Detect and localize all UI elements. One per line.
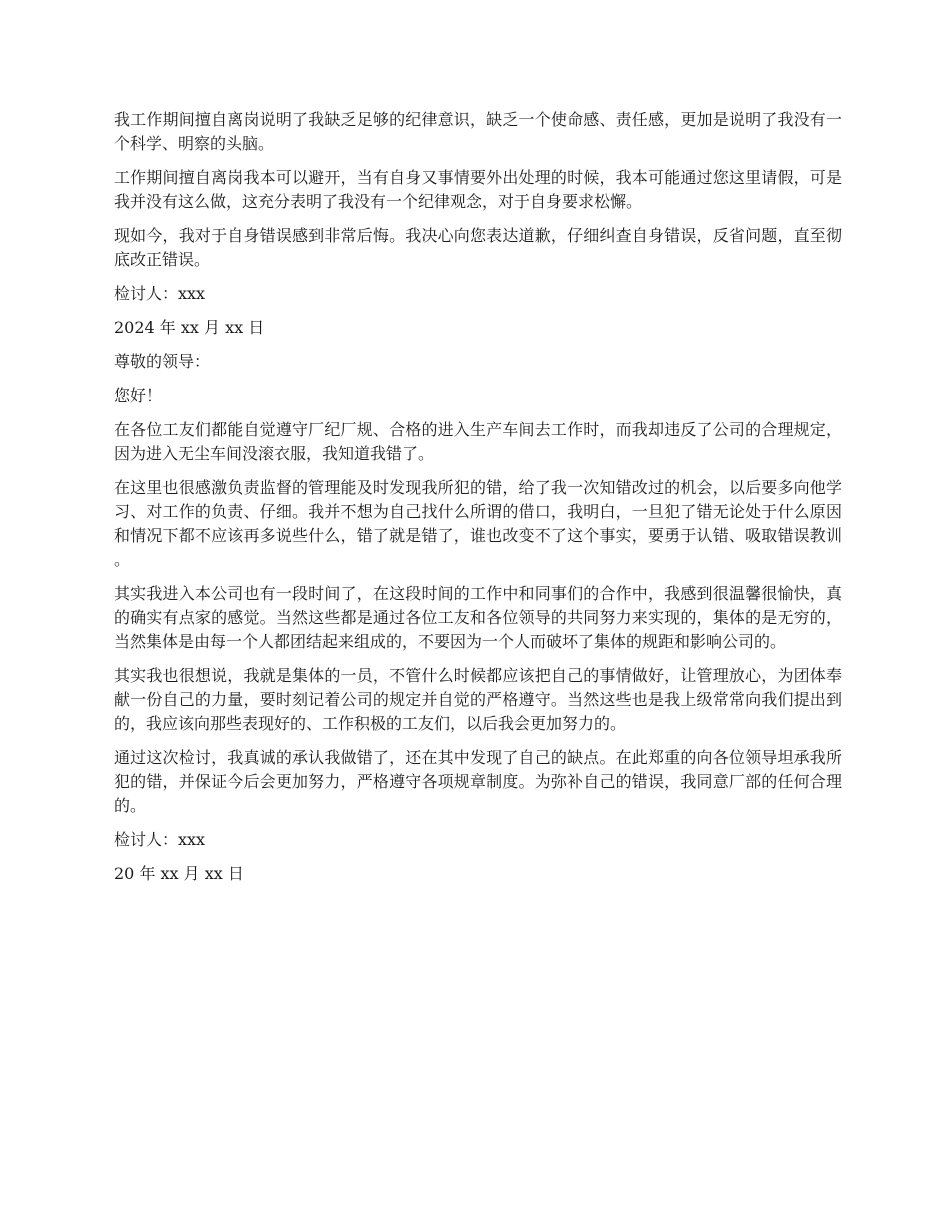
- paragraph-collective: 其实我进入本公司也有一段时间了，在这段时间的工作中和同事们的合作中，我感到很温馨很愉快，真的确实有点家的感觉。当然这些都是通过各位工友和各位领导的共同努力来实现的，集体的是无穷的，当然集体是由每一个人都团结起来组成的，不要因为一个人而破坏了集体的规距和影响公司的。: [114, 584, 842, 651]
- paragraph-discipline: 我工作期间擅自离岗说明了我缺乏足够的纪律意识，缺乏一个使命感、责任感，更加是说明了我没有一个科学、明察的头脑。: [114, 110, 842, 153]
- date-line-2: 20 年 xx 月 xx 日: [114, 864, 244, 883]
- paragraph-gratitude: 在这里也很感激负责监督的管理能及时发现我所犯的错，给了我一次知错改过的机会，以后要多向他学习、对工作的负责、仔细。我并不想为自己找什么所谓的借口，我明白，一旦犯了错无论处于什么原因和情况下都不应该再多说些什么，错了就是错了，谁也改变不了这个事实，要勇于认错、吸取错误教训。: [114, 478, 842, 569]
- paragraph-violation: 在各位工友们都能自觉遵守厂纪厂规、合格的进入生产车间去工作时，而我却违反了公司的合理规定，因为进入无尘车间没滚衣服，我知道我错了。: [114, 420, 842, 463]
- salutation: 尊敬的领导：: [114, 352, 211, 371]
- greeting: 您好！: [114, 386, 163, 405]
- signature-line-1: 检讨人：xxx: [114, 284, 206, 303]
- date-line-1: 2024 年 xx 月 xx 日: [114, 318, 265, 337]
- paragraph-leave-request: 工作期间擅自离岗我本可以避开，当有自身又事情要外出处理的时候，我本可能通过您这里请假，可是我并没有这么做，这充分表明了我没有一个纪律观念，对于自身要求松懈。: [114, 168, 842, 211]
- document-body: [114, 108, 842, 896]
- paragraph-member: 其实我也很想说，我就是集体的一员，不管什么时候都应该把自己的事情做好，让管理放心，为团体奉献一份自己的力量，要时刻记着公司的规定并自觉的严格遵守。当然这些也是我上级常常向我们提出到的，我应该向那些表现好的、工作积极的工友们，以后我会更加努力的。: [114, 666, 842, 733]
- paragraph-commitment: 通过这次检讨，我真诚的承认我做错了，还在其中发现了自己的缺点。在此郑重的向各位领导坦承我所犯的错，并保证今后会更加努力，严格遵守各项规章制度。为弥补自己的错误，我同意厂部的任何合理的。: [114, 748, 842, 815]
- paragraph-regret: 现如今，我对于自身错误感到非常后悔。我决心向您表达道歉，仔细纠查自身错误，反省问题，直至彻底改正错误。: [114, 226, 842, 269]
- signature-line-2: 检讨人：xxx: [114, 830, 206, 849]
